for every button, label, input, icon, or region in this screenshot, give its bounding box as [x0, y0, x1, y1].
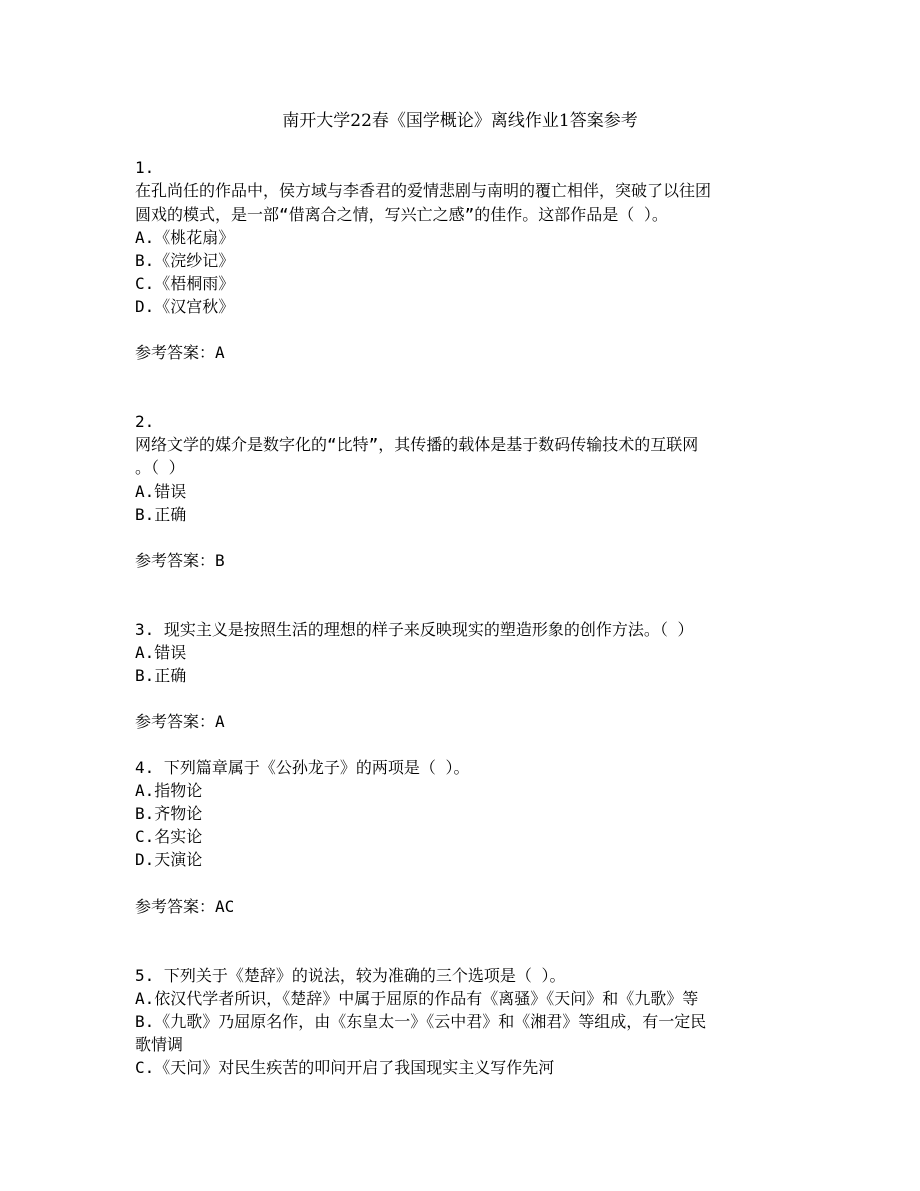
question-4-option-a: A.指物论 — [135, 781, 203, 800]
question-2-answer: 参考答案：B — [135, 551, 225, 570]
question-1-option-d: D.《汉宫秋》 — [135, 297, 235, 316]
question-3-option-b: B.正确 — [135, 666, 187, 685]
question-4-answer: 参考答案：AC — [135, 897, 235, 916]
question-2-stem-line-2: 。（ ） — [135, 458, 185, 477]
question-3-stem: 3. 现实主义是按照生活的理想的样子来反映现实的塑造形象的创作方法。（ ） — [135, 620, 694, 639]
question-1-stem-line-1: 在孔尚任的作品中，侯方域与李香君的爱情悲剧与南明的覆亡相伴，突破了以往团 — [135, 181, 712, 200]
question-2-option-a: A.错误 — [135, 482, 187, 501]
question-5-option-a: A.依汉代学者所识，《楚辞》中属于屈原的作品有《离骚》《天问》和《九歌》等 — [135, 989, 699, 1008]
question-5-option-b: B.《九歌》乃屈原名作，由《东皇太一》《云中君》和《湘君》等组成，有一定民 — [135, 1012, 707, 1031]
question-1-option-a: A.《桃花扇》 — [135, 228, 235, 247]
question-2-number: 2. — [135, 412, 155, 431]
question-4-option-b: B.齐物论 — [135, 804, 203, 823]
question-4-option-d: D.天演论 — [135, 850, 203, 869]
question-5-option-b-continued: 歌情调 — [135, 1035, 184, 1054]
question-2-option-b: B.正确 — [135, 505, 187, 524]
question-1-option-b: B.《浣纱记》 — [135, 251, 235, 270]
question-2-stem-line-1: 网络文学的媒介是数字化的“比特”，其传播的载体是基于数码传输技术的互联网 — [135, 435, 699, 454]
question-5-stem: 5. 下列关于《楚辞》的说法，较为准确的三个选项是（ ）。 — [135, 966, 566, 985]
question-1-answer: 参考答案：A — [135, 343, 225, 362]
question-4-option-c: C.名实论 — [135, 827, 203, 846]
question-1-option-c: C.《梧桐雨》 — [135, 274, 235, 293]
question-1-number: 1. — [135, 158, 155, 177]
question-3-option-a: A.错误 — [135, 643, 187, 662]
document-title: 南开大学22春《国学概论》离线作业1答案参考 — [282, 111, 638, 131]
question-5-option-c: C.《天问》对民生疾苦的叩问开启了我国现实主义写作先河 — [135, 1058, 555, 1077]
question-4-stem: 4. 下列篇章属于《公孙龙子》的两项是（ ）。 — [135, 758, 470, 777]
question-1-stem-line-2: 圆戏的模式，是一部“借离合之情，写兴亡之感”的佳作。这部作品是（ ）。 — [135, 205, 668, 224]
question-3-answer: 参考答案：A — [135, 712, 225, 731]
